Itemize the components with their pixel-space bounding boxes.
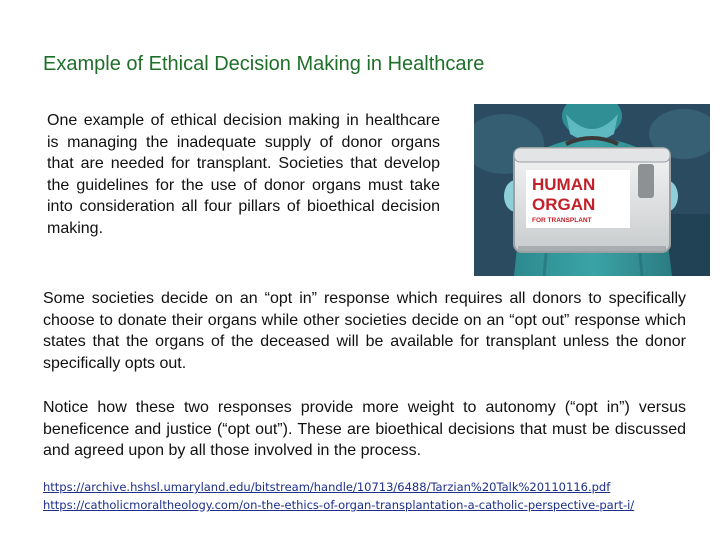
box-label-line1: HUMAN — [532, 175, 596, 194]
paragraph-opt-in-opt-out: Some societies decide on an “opt in” response which requires all donors to specifically choose to donate their organs while other societies decide on an “opt out” response which states that the organs of the deceased will be available for transplant unless the donor specifically opts out. — [43, 290, 686, 372]
slide-title: Example of Ethical Decision Making in Healthcare — [43, 53, 485, 75]
paragraph-autonomy-vs-beneficence: Notice how these two responses provide more weight to autonomy (“opt in”) versus beneficence and justice (“opt out”). These are bioethical decisions that must be discussed and agreed upon by all those involved in the process. — [43, 399, 686, 460]
organ-transplant-photo — [474, 104, 710, 276]
reference-link-catholic-moral-theology[interactable]: https://catholicmoraltheology.com/on-the-ethics-of-organ-transplantation-a-catholic-perspective-part-i/ — [43, 498, 635, 512]
surgeon-with-organ-box-illustration — [474, 104, 710, 276]
box-label-line2: ORGAN — [532, 195, 596, 214]
reference-links — [43, 478, 634, 514]
box-label-line3: FOR TRANSPLANT — [532, 217, 592, 224]
paragraph-organ-supply: One example of ethical decision making in healthcare is managing the inadequate supply of donor organs that are needed for transplant. Societies that develop the guidelines for the use of donor organs must take into consideration all four pillars of bioethical decision making. — [47, 112, 440, 237]
reference-link-tarzian-talk[interactable]: https://archive.hshsl.umaryland.edu/bitstream/handle/10713/6488/Tarzian%20Talk%20110116.pdf — [43, 480, 611, 494]
